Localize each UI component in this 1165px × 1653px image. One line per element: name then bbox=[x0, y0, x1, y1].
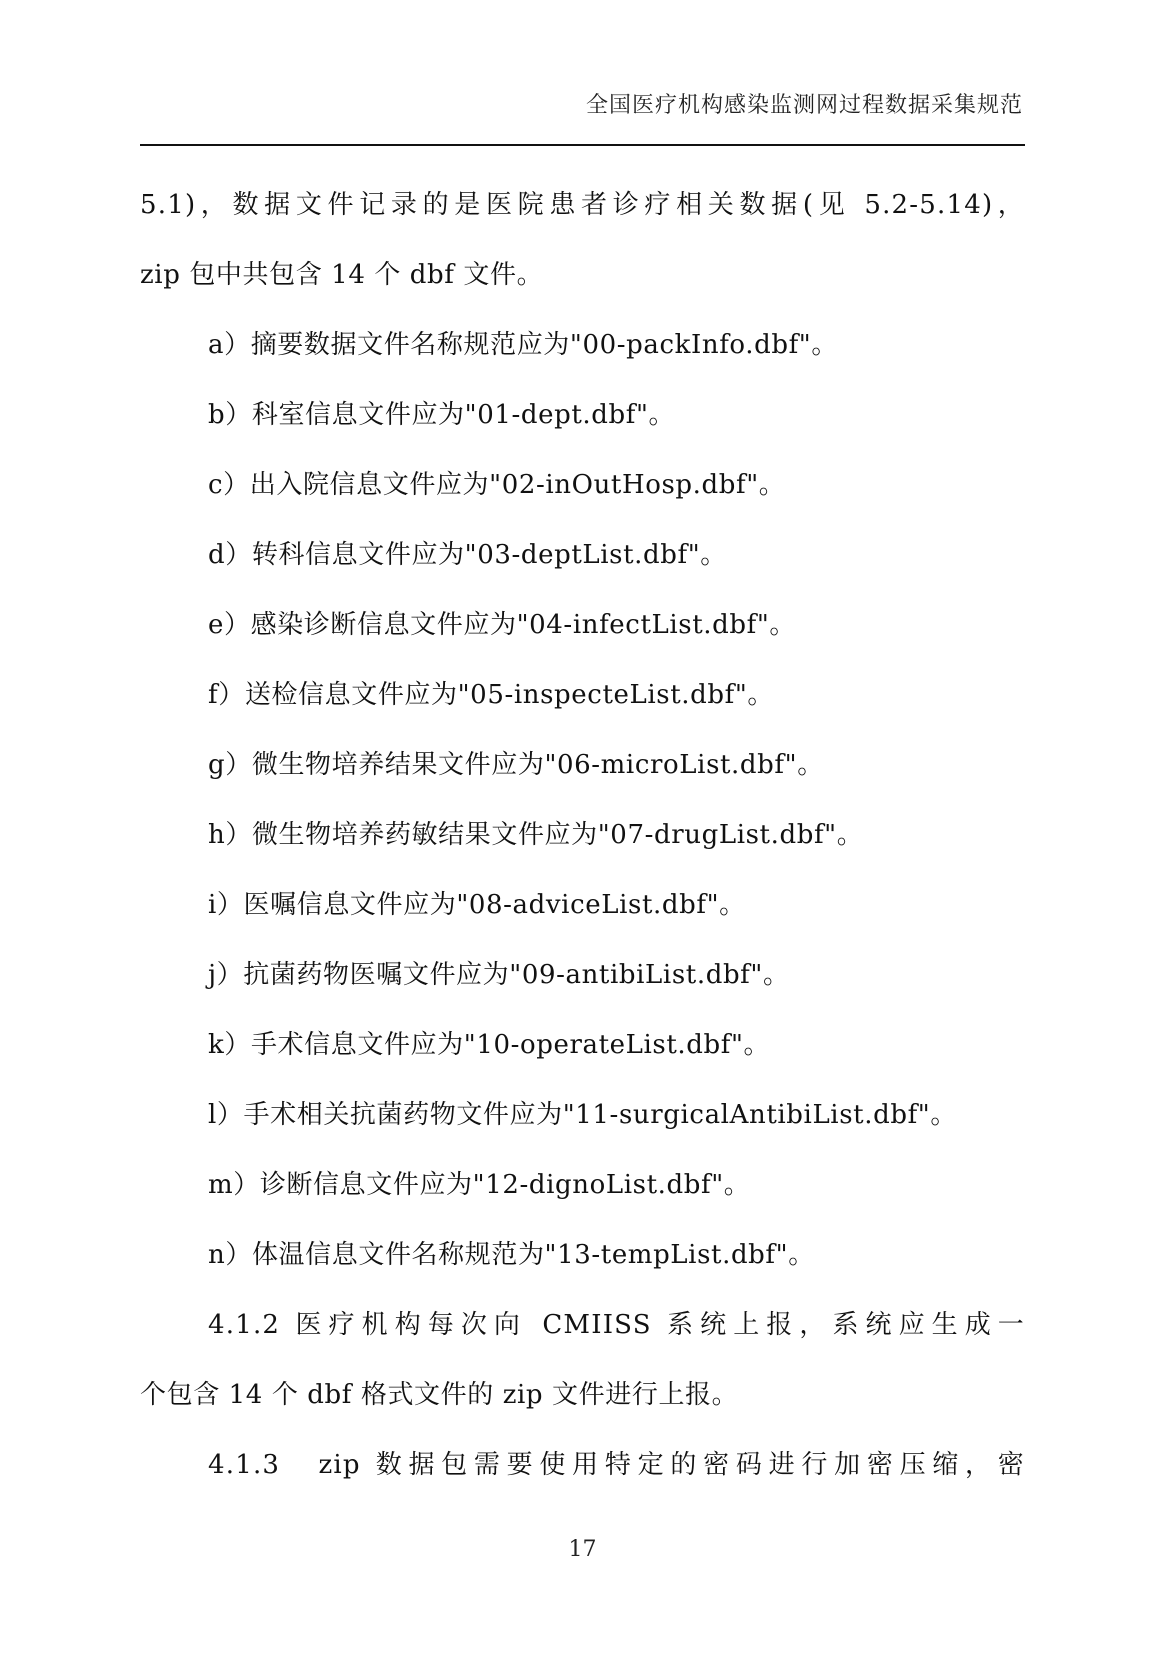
list-item-i: i）医嘱信息文件应为"08-adviceList.dbf"。 bbox=[208, 890, 746, 920]
list-item-a: a）摘要数据文件名称规范应为"00-packInfo.dbf"。 bbox=[208, 330, 838, 360]
list-item-b: b）科室信息文件应为"01-dept.dbf"。 bbox=[208, 400, 676, 430]
paragraph-line: 5.1)，数据文件记录的是医院患者诊疗相关数据(见 5.2-5.14)， bbox=[140, 190, 1025, 220]
list-item-n: n）体温信息文件名称规范为"13-tempList.dbf"。 bbox=[208, 1240, 815, 1270]
section-4-1-3-line: 4.1.3 zip 数据包需要使用特定的密码进行加密压缩，密 bbox=[208, 1450, 1025, 1480]
list-item-e: e）感染诊断信息文件应为"04-infectList.dbf"。 bbox=[208, 610, 797, 640]
section-4-1-2-line: 4.1.2 医疗机构每次向 CMIISS 系统上报，系统应生成一 bbox=[208, 1310, 1025, 1340]
list-item-k: k）手术信息文件应为"10-operateList.dbf"。 bbox=[208, 1030, 771, 1060]
list-item-h: h）微生物培养药敏结果文件应为"07-drugList.dbf"。 bbox=[208, 820, 864, 850]
section-4-1-2-continuation: 个包含 14 个 dbf 格式文件的 zip 文件进行上报。 bbox=[140, 1380, 739, 1410]
page-number: 17 bbox=[568, 1537, 597, 1562]
header-divider bbox=[140, 144, 1025, 146]
running-header: 全国医疗机构感染监测网过程数据采集规范 bbox=[585, 93, 1023, 118]
list-item-l: l）手术相关抗菌药物文件应为"11-surgicalAntibiList.dbf"。 bbox=[208, 1100, 957, 1130]
list-item-j: j）抗菌药物医嘱文件应为"09-antibiList.dbf"。 bbox=[208, 960, 790, 990]
paragraph-line: zip 包中共包含 14 个 dbf 文件。 bbox=[140, 260, 544, 290]
list-item-g: g）微生物培养结果文件应为"06-microList.dbf"。 bbox=[208, 750, 824, 780]
list-item-c: c）出入院信息文件应为"02-inOutHosp.dbf"。 bbox=[208, 470, 786, 500]
list-item-f: f）送检信息文件应为"05-inspecteList.dbf"。 bbox=[208, 680, 774, 710]
document-body bbox=[140, 170, 1025, 1500]
list-item-m: m）诊断信息文件应为"12-dignoList.dbf"。 bbox=[208, 1170, 751, 1200]
list-item-d: d）转科信息文件应为"03-deptList.dbf"。 bbox=[208, 540, 727, 570]
